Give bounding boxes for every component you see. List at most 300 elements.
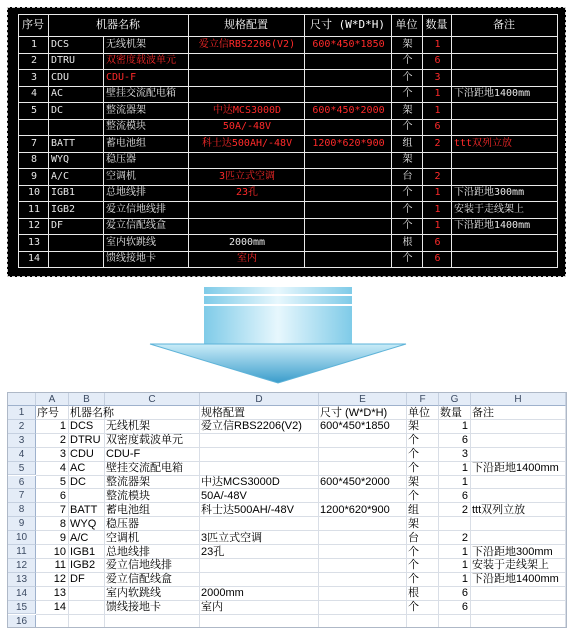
cad-qty: 6 (434, 121, 441, 132)
row-header-10[interactable]: 10 (8, 531, 36, 545)
row-header-14[interactable]: 14 (8, 587, 36, 601)
cell-d12[interactable] (200, 559, 319, 573)
cad-remark: 下沿距地1400mm (454, 220, 531, 231)
cad-code: AC (51, 88, 64, 99)
cell-b5[interactable]: AC (70, 462, 86, 475)
cad-size: 1200*620*900 (312, 137, 385, 149)
cad-header-spec: 规格配置 (224, 18, 268, 31)
cad-header-name: 机器名称 (96, 18, 140, 31)
cell-e10[interactable] (319, 532, 407, 546)
cell-e1[interactable]: 尺寸 (W*D*H) (320, 406, 388, 419)
cad-spec: 室内 (237, 253, 257, 264)
cad-seq: 10 (27, 187, 41, 198)
cell-f3[interactable]: 个 (408, 434, 419, 447)
row-header-16[interactable]: 16 (8, 615, 36, 629)
cell-d13[interactable] (200, 573, 319, 587)
cell-b1[interactable]: 机器名称 (70, 406, 114, 419)
row-header-12[interactable]: 12 (8, 559, 36, 573)
cell-g10[interactable]: 2 (461, 531, 468, 544)
cad-name: 整流器架 (106, 104, 146, 116)
cad-code: DTRU (51, 55, 76, 66)
cell-c10[interactable]: 空调机 (106, 531, 139, 544)
cell-d7[interactable]: 50A/-48V (201, 489, 247, 502)
cell-c12[interactable]: 爱立信地线排 (106, 559, 172, 572)
cad-seq: 1 (30, 38, 38, 50)
cad-qty: 3 (434, 71, 441, 83)
cad-unit: 根 (402, 236, 413, 248)
cell-d16[interactable] (200, 615, 319, 628)
cad-remark: 安装于走线架上 (454, 203, 524, 215)
cad-header-seq: 序号 (22, 18, 44, 31)
cell-c1[interactable] (105, 407, 200, 421)
cad-code: DC (51, 104, 64, 116)
cell-c2[interactable]: 无线机架 (106, 420, 150, 433)
cad-spec: 2000mm (228, 236, 266, 248)
cell-h5[interactable]: 下沿距地1400mm (472, 462, 559, 475)
cell-b14[interactable] (69, 587, 105, 601)
cad-unit: 个 (402, 187, 413, 198)
cell-d2[interactable]: 爱立信RBS2206(V2) (201, 420, 302, 433)
cell-f14[interactable]: 根 (408, 587, 419, 600)
cad-remark (454, 106, 556, 117)
cad-name: 无线机架 (106, 38, 146, 50)
cad-seq: 5 (30, 104, 38, 116)
cad-seq: 4 (30, 88, 38, 99)
cad-size (307, 172, 390, 183)
cad-code: CDU (51, 71, 70, 83)
cad-code (51, 238, 102, 249)
cad-size: 600*450*2000 (312, 104, 385, 116)
cad-size (307, 122, 390, 133)
cell-g16[interactable] (439, 615, 471, 628)
cad-qty: 6 (434, 253, 441, 264)
cad-size (307, 188, 390, 199)
cad-spec (191, 89, 303, 100)
cell-d1[interactable]: 规格配置 (201, 406, 245, 419)
cell-d4[interactable] (200, 448, 319, 462)
cad-code: A/C (51, 170, 70, 182)
cad-seq: 11 (27, 203, 41, 215)
cad-qty: 1 (434, 220, 441, 231)
cell-f6[interactable]: 架 (408, 476, 419, 488)
cad-grid-line (18, 251, 557, 252)
cad-qty: 2 (434, 137, 441, 149)
cell-a13[interactable]: 12 (53, 573, 66, 586)
cell-e3[interactable] (319, 434, 407, 448)
cad-spec: 23孔 (235, 187, 259, 198)
cell-d5[interactable] (200, 462, 319, 476)
cad-remark: ttt双列立放 (454, 137, 513, 149)
cad-grid-line (18, 234, 557, 235)
select-all-corner[interactable] (8, 393, 36, 406)
cell-d15[interactable]: 室内 (201, 601, 223, 614)
cad-code: BATT (51, 137, 76, 149)
cad-name: 空调机 (106, 170, 136, 182)
cad-spec: 中达MCS3000D (212, 104, 282, 116)
cad-unit: 个 (402, 253, 413, 264)
cell-f13[interactable]: 个 (408, 573, 419, 586)
cad-size (307, 238, 390, 249)
cad-grid-line (18, 267, 557, 268)
cad-remark (454, 155, 556, 166)
cell-a12[interactable]: 11 (54, 559, 66, 572)
cell-g11[interactable]: 1 (461, 545, 468, 558)
cad-grid-line (18, 14, 19, 268)
cad-unit: 个 (402, 220, 413, 231)
cad-code: DCS (51, 38, 70, 50)
cad-grid-line (18, 152, 557, 153)
row-header-4[interactable]: 4 (8, 448, 36, 462)
cad-seq: 9 (30, 170, 38, 182)
cad-name: 壁挂交流配电箱 (106, 88, 176, 99)
cad-spec: 3匹立式空调 (218, 170, 276, 182)
cad-grid-line (48, 14, 49, 268)
cell-g4[interactable]: 3 (461, 448, 468, 461)
cell-c16[interactable] (105, 615, 200, 628)
cad-spec (191, 56, 303, 67)
cad-qty: 1 (434, 187, 441, 198)
cell-b12[interactable]: IGB2 (70, 559, 96, 572)
cell-b15[interactable] (69, 601, 105, 615)
cad-spec (191, 221, 303, 232)
cell-f8[interactable]: 组 (408, 503, 419, 516)
cell-b3[interactable]: DTRU (70, 434, 101, 447)
row-header-13[interactable]: 13 (8, 573, 36, 587)
column-header-f[interactable]: F (407, 393, 439, 406)
cell-h16[interactable] (471, 615, 566, 628)
cad-seq: 7 (30, 137, 38, 149)
cell-f15[interactable]: 个 (408, 601, 419, 614)
column-header-h[interactable]: H (471, 393, 566, 406)
cell-h11[interactable]: 下沿距地300mm (472, 545, 553, 558)
cad-code: DF (51, 220, 64, 231)
cell-h10[interactable] (471, 532, 566, 546)
cell-g6[interactable]: 1 (461, 476, 468, 488)
row-header-11[interactable]: 11 (8, 545, 36, 559)
cad-size (307, 254, 390, 265)
cell-h8[interactable]: ttt双列立放 (472, 503, 526, 516)
cad-seq: 13 (27, 236, 41, 248)
cell-h15[interactable] (471, 601, 566, 615)
cad-unit: 个 (402, 88, 413, 99)
cad-qty: 1 (434, 203, 441, 215)
cell-c3[interactable]: 双密度载波单元 (106, 434, 183, 447)
cell-b4[interactable]: CDU (70, 448, 94, 461)
cad-unit: 架 (402, 154, 413, 165)
cad-qty: 2 (434, 170, 441, 182)
cell-h4[interactable] (471, 448, 566, 462)
cell-b10[interactable]: A/C (70, 531, 89, 544)
row-header-6[interactable]: 6 (8, 476, 36, 490)
cad-grid-line (304, 14, 305, 268)
row-header-8[interactable]: 8 (8, 503, 36, 517)
cad-remark (454, 172, 556, 183)
cad-grid-line (18, 201, 557, 202)
cad-name: 馈线接地卡 (106, 253, 156, 264)
cell-b7[interactable] (69, 490, 105, 504)
cad-qty: 6 (434, 236, 441, 248)
cell-e14[interactable] (319, 587, 407, 601)
cell-a2[interactable]: 1 (59, 420, 66, 433)
cad-spec (191, 73, 303, 84)
cell-d14[interactable]: 2000mm (201, 587, 244, 600)
cell-c15[interactable]: 馈线接地卡 (106, 601, 161, 614)
cell-g14[interactable]: 6 (461, 587, 468, 600)
cad-spec: 爱立信RBS2206(V2) (198, 38, 296, 50)
cad-unit: 个 (402, 55, 413, 66)
cad-qty: 1 (434, 38, 441, 50)
row-header-15[interactable]: 15 (8, 601, 36, 615)
cell-f5[interactable]: 个 (408, 462, 419, 475)
row-header-7[interactable]: 7 (8, 489, 36, 503)
cell-e11[interactable] (319, 546, 407, 560)
cell-c14[interactable]: 室内软跳线 (106, 587, 161, 600)
cad-table-panel (7, 7, 566, 277)
cad-spec: 科士达500AH/-48V (201, 137, 293, 149)
cell-c9[interactable]: 稳压器 (106, 517, 139, 530)
cell-e15[interactable] (319, 601, 407, 615)
sheet-grid-line (36, 627, 566, 628)
cad-grid-line (18, 185, 557, 186)
cad-grid-line (18, 69, 557, 70)
cell-g12[interactable]: 1 (461, 559, 468, 572)
cad-grid-line (18, 102, 557, 103)
cad-qty: 1 (434, 104, 441, 116)
cad-qty (425, 155, 450, 166)
cad-unit: 个 (402, 203, 413, 215)
cad-grid-line (18, 53, 557, 54)
cell-e2[interactable]: 600*450*1850 (320, 420, 390, 433)
row-header-1[interactable]: 1 (8, 406, 36, 420)
cad-grid-line (391, 14, 392, 268)
cell-e6[interactable]: 600*450*2000 (320, 476, 390, 488)
row-header-3[interactable]: 3 (8, 434, 36, 448)
down-arrow-icon (148, 287, 408, 384)
cell-a15[interactable]: 14 (53, 601, 66, 614)
cell-e12[interactable] (319, 559, 407, 573)
cad-spec: 50A/-48V (222, 121, 272, 132)
cad-code: WYQ (51, 154, 70, 165)
cad-seq: 2 (30, 55, 38, 66)
cad-size (307, 155, 390, 166)
cad-grid-line (18, 86, 557, 87)
cell-a16[interactable] (36, 615, 69, 628)
cad-name: 双密度载波单元 (106, 55, 176, 66)
cad-header-remark: 备注 (493, 18, 515, 31)
cad-remark (454, 40, 556, 51)
cad-unit: 架 (402, 104, 413, 116)
cell-g2[interactable]: 1 (461, 420, 468, 433)
cad-remark: 下沿距地1400mm (454, 88, 531, 99)
cad-remark (454, 73, 556, 84)
cad-name: CDU-F (106, 71, 137, 83)
cell-d9[interactable] (200, 518, 319, 532)
cell-b9[interactable]: WYQ (70, 517, 97, 530)
cell-f11[interactable]: 个 (408, 545, 419, 558)
cad-qty: 6 (434, 55, 441, 66)
cad-header-qty: 数量 (425, 18, 448, 31)
cad-unit: 架 (402, 38, 413, 50)
cell-h2[interactable] (471, 420, 566, 434)
cell-b11[interactable]: IGB1 (70, 545, 96, 558)
cell-d3[interactable] (200, 434, 319, 448)
cad-seq: 12 (27, 220, 41, 231)
column-header-a[interactable]: A (36, 393, 69, 406)
cell-c11[interactable]: 总地线排 (106, 545, 150, 558)
cell-g1[interactable]: 数量 (440, 406, 462, 419)
cell-b8[interactable]: BATT (70, 503, 98, 516)
cell-h12[interactable]: 安装于走线架上 (472, 559, 549, 572)
cad-size (307, 205, 390, 216)
cad-code (51, 254, 102, 265)
column-header-c[interactable]: C (105, 393, 200, 406)
cell-e13[interactable] (319, 573, 407, 587)
cad-name: 爱立信地线排 (106, 203, 166, 215)
cad-code: IGB1 (51, 187, 76, 198)
cell-g15[interactable]: 6 (461, 601, 468, 614)
cell-g9[interactable] (439, 518, 471, 532)
cell-h1[interactable]: 备注 (472, 406, 494, 419)
cell-h14[interactable] (471, 587, 566, 601)
cell-a4[interactable]: 3 (59, 448, 66, 461)
cad-spec (191, 205, 303, 216)
cad-grid-line (18, 218, 557, 219)
cell-h13[interactable]: 下沿距地1400mm (472, 573, 559, 586)
cell-a14[interactable]: 13 (53, 587, 66, 600)
cad-code: IGB2 (51, 203, 76, 215)
cell-b16[interactable] (69, 615, 105, 628)
cell-e9[interactable] (319, 518, 407, 532)
cad-grid-line (18, 14, 557, 15)
cell-c5[interactable]: 壁挂交流配电箱 (106, 462, 183, 475)
cad-grid-line (18, 36, 557, 37)
cell-e8[interactable]: 1200*620*900 (320, 503, 390, 516)
cell-g13[interactable]: 1 (461, 573, 468, 586)
cell-d11[interactable]: 23孔 (201, 545, 225, 558)
cell-f12[interactable]: 个 (408, 559, 419, 572)
cell-e4[interactable] (319, 448, 407, 462)
cad-remark: 下沿距地300mm (454, 187, 525, 198)
cad-name: 爱立信配线盒 (106, 220, 166, 231)
cad-grid-line (422, 14, 423, 268)
cell-h6[interactable] (471, 476, 566, 490)
cad-seq: 14 (27, 253, 41, 264)
cell-f7[interactable]: 个 (408, 489, 419, 502)
cell-a10[interactable]: 9 (59, 531, 66, 544)
cell-a3[interactable]: 2 (59, 434, 66, 447)
cad-grid-line (18, 135, 557, 136)
cad-grid-line (557, 14, 558, 268)
cad-grid-line (451, 14, 452, 268)
cell-a9[interactable]: 8 (59, 517, 66, 530)
cad-spec (191, 155, 303, 166)
cad-name: 总地线排 (106, 187, 146, 198)
cell-g3[interactable]: 6 (461, 434, 468, 447)
cad-size (307, 56, 390, 67)
cad-header-size: 尺寸 (W*D*H) (310, 18, 385, 31)
cell-g7[interactable]: 6 (461, 489, 468, 502)
column-header-g[interactable]: G (439, 393, 471, 406)
cell-h9[interactable] (471, 518, 566, 532)
cell-c7[interactable]: 整流模块 (106, 489, 150, 502)
cell-d8[interactable]: 科士达500AH/-48V (201, 503, 294, 516)
row-header-9[interactable]: 9 (8, 517, 36, 531)
row-header-5[interactable]: 5 (8, 462, 36, 476)
cell-c4[interactable]: CDU-F (106, 448, 141, 461)
cad-seq (21, 122, 47, 133)
cell-g8[interactable]: 2 (461, 503, 468, 516)
spreadsheet-grid[interactable] (7, 392, 567, 628)
cell-f16[interactable] (407, 615, 439, 628)
cad-name: 蓄电池组 (106, 137, 146, 149)
cad-remark (454, 56, 556, 67)
cad-name: 室内软跳线 (106, 236, 156, 248)
column-header-b[interactable]: B (69, 393, 105, 406)
cad-remark (454, 254, 556, 265)
cell-b6[interactable]: DC (70, 476, 86, 488)
column-header-d[interactable]: D (200, 393, 319, 406)
cell-f4[interactable]: 个 (408, 448, 419, 461)
cad-header-unit: 单位 (395, 18, 418, 31)
cell-g5[interactable]: 1 (461, 462, 468, 475)
cad-grid-line (188, 14, 189, 268)
cad-seq: 3 (30, 71, 38, 83)
cell-h3[interactable] (471, 434, 566, 448)
cell-a8[interactable]: 7 (59, 503, 66, 516)
cell-f1[interactable]: 单位 (408, 406, 430, 419)
cell-b2[interactable]: DCS (70, 420, 94, 433)
cell-a7[interactable]: 6 (59, 489, 66, 502)
cell-f2[interactable]: 架 (408, 420, 419, 433)
cad-size (307, 221, 390, 232)
cad-size (307, 89, 390, 100)
cad-unit: 个 (402, 121, 413, 132)
cell-a6[interactable]: 5 (59, 476, 66, 488)
cad-grid-line (18, 168, 557, 169)
cell-a11[interactable]: 10 (53, 545, 66, 558)
cad-name: 稳压器 (106, 154, 136, 165)
cell-b13[interactable]: DF (70, 573, 85, 586)
cell-a1[interactable]: 序号 (37, 406, 59, 419)
cad-unit: 台 (402, 170, 413, 182)
cad-grid-line (103, 36, 104, 267)
cad-remark (454, 122, 556, 133)
cad-code (51, 122, 102, 133)
cell-f10[interactable]: 台 (408, 531, 419, 544)
cad-unit: 个 (402, 71, 413, 83)
cell-d10[interactable]: 3匹立式空调 (201, 531, 263, 544)
cell-h7[interactable] (471, 490, 566, 504)
cad-unit: 组 (402, 137, 413, 149)
cad-size: 600*450*1850 (312, 38, 385, 50)
cell-e5[interactable] (319, 462, 407, 476)
cell-e7[interactable] (319, 490, 407, 504)
row-header-2[interactable]: 2 (8, 420, 36, 434)
cell-d6[interactable]: 中达MCS3000D (201, 476, 280, 488)
cad-remark (454, 238, 556, 249)
cad-name: 整流模块 (106, 121, 146, 132)
cad-qty: 1 (434, 88, 441, 99)
cell-f9[interactable]: 架 (408, 517, 419, 530)
cell-c6[interactable]: 整流器架 (106, 476, 150, 488)
cell-c8[interactable]: 蓄电池组 (106, 503, 150, 516)
cell-e16[interactable] (319, 615, 407, 628)
cell-a5[interactable]: 4 (59, 462, 66, 475)
cell-c13[interactable]: 爱立信配线盒 (106, 573, 172, 586)
cad-seq: 8 (30, 154, 38, 165)
cad-grid-line (18, 119, 557, 120)
column-header-e[interactable]: E (319, 393, 407, 406)
